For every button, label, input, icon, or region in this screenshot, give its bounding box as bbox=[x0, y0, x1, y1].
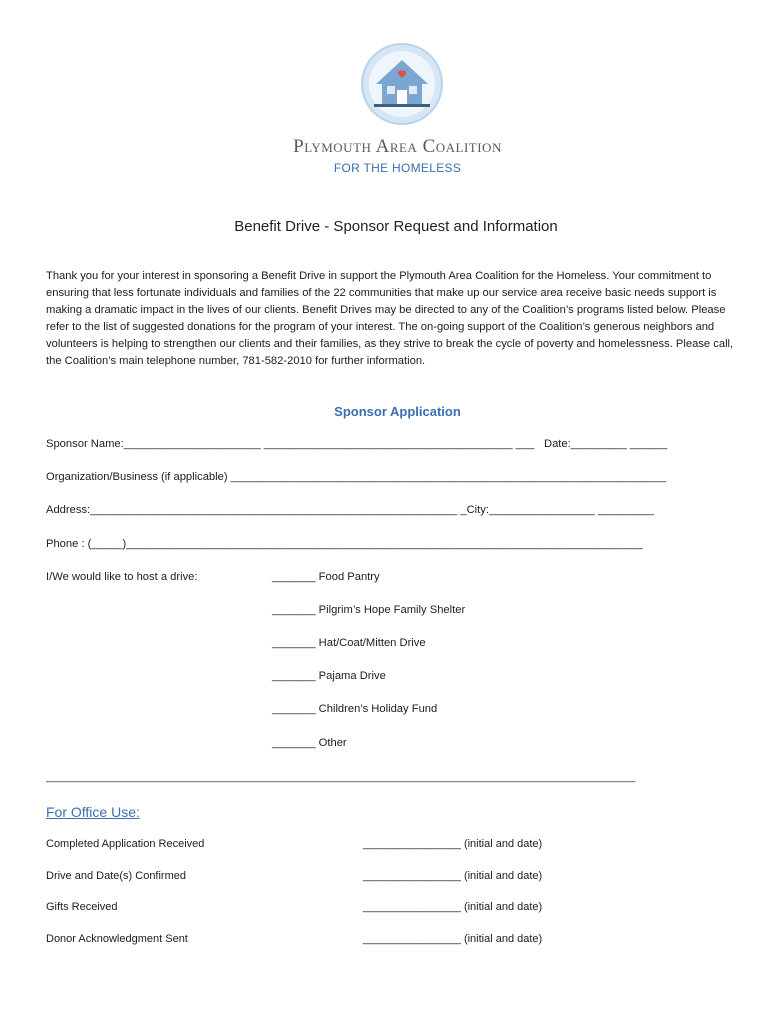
office-label-application: Completed Application Received bbox=[46, 838, 205, 850]
divider-line: ______________________________________________________________________________________________________ bbox=[46, 772, 636, 783]
option-hat-coat-mitten[interactable]: _______ Hat/Coat/Mitten Drive bbox=[272, 637, 426, 649]
phone-field[interactable]: Phone : (_____)___________________________________________________________________________________ bbox=[46, 538, 643, 550]
option-holiday-fund[interactable]: _______ Children’s Holiday Fund bbox=[272, 703, 438, 715]
intro-paragraph: Thank you for your interest in sponsoring a Benefit Drive in support the Plymouth Area Coalition for the Homeless. Your commitment to ensuring that less fortunate individuals and families of the 22 communities that make up our service area receive basic needs support is making a dramatic impact in the lives of our clients. Benefit Drives may be directed to any of the Coalition’s programs listed below. Please refer to the list of suggested donations for the program of your interest. The on-going support of the Coalition’s generous neighbors and volunteers is helping to strengthen our clients and their families, as they strive to break the cycle of poverty and homelessness. Please call, the Coalition’s main telephone number, 781-582-2010 for further information. bbox=[46, 270, 734, 367]
option-food-pantry[interactable]: _______ Food Pantry bbox=[272, 571, 380, 583]
host-drive-label: I/We would like to host a drive: bbox=[46, 571, 198, 583]
office-blank-application[interactable]: ________________ (initial and date) bbox=[363, 838, 543, 850]
sponsor-application-heading: Sponsor Application bbox=[334, 404, 461, 419]
sponsor-name-field[interactable]: Sponsor Name:______________________ ________________________________________ ___ bbox=[46, 438, 535, 450]
office-blank-acknowledgment[interactable]: ________________ (initial and date) bbox=[363, 933, 543, 945]
address-city-field[interactable]: Address:___________________________________________________________ _City:_________________ _________ bbox=[46, 504, 654, 516]
office-use-heading: For Office Use: bbox=[46, 804, 140, 820]
option-other[interactable]: _______ Other bbox=[272, 737, 347, 749]
option-family-shelter[interactable]: _______ Pilgrim’s Hope Family Shelter bbox=[272, 604, 466, 616]
office-blank-gifts[interactable]: ________________ (initial and date) bbox=[363, 901, 543, 913]
org-subtitle: FOR THE HOMELESS bbox=[333, 161, 462, 175]
document-title: Benefit Drive - Sponsor Request and Information bbox=[234, 218, 558, 235]
office-label-gifts: Gifts Received bbox=[46, 901, 118, 913]
office-label-drive-confirmed: Drive and Date(s) Confirmed bbox=[46, 870, 186, 882]
organization-field[interactable]: Organization/Business (if applicable) ______________________________________________________________________ bbox=[46, 471, 667, 483]
option-pajama-drive[interactable]: _______ Pajama Drive bbox=[272, 670, 386, 682]
org-name: Plymouth Area Coalition bbox=[293, 136, 502, 157]
date-field[interactable]: Date:_________ ______ bbox=[544, 438, 668, 450]
office-blank-drive-confirmed[interactable]: ________________ (initial and date) bbox=[363, 870, 543, 882]
office-label-acknowledgment: Donor Acknowledgment Sent bbox=[46, 933, 188, 945]
coalition-logo bbox=[360, 42, 444, 126]
